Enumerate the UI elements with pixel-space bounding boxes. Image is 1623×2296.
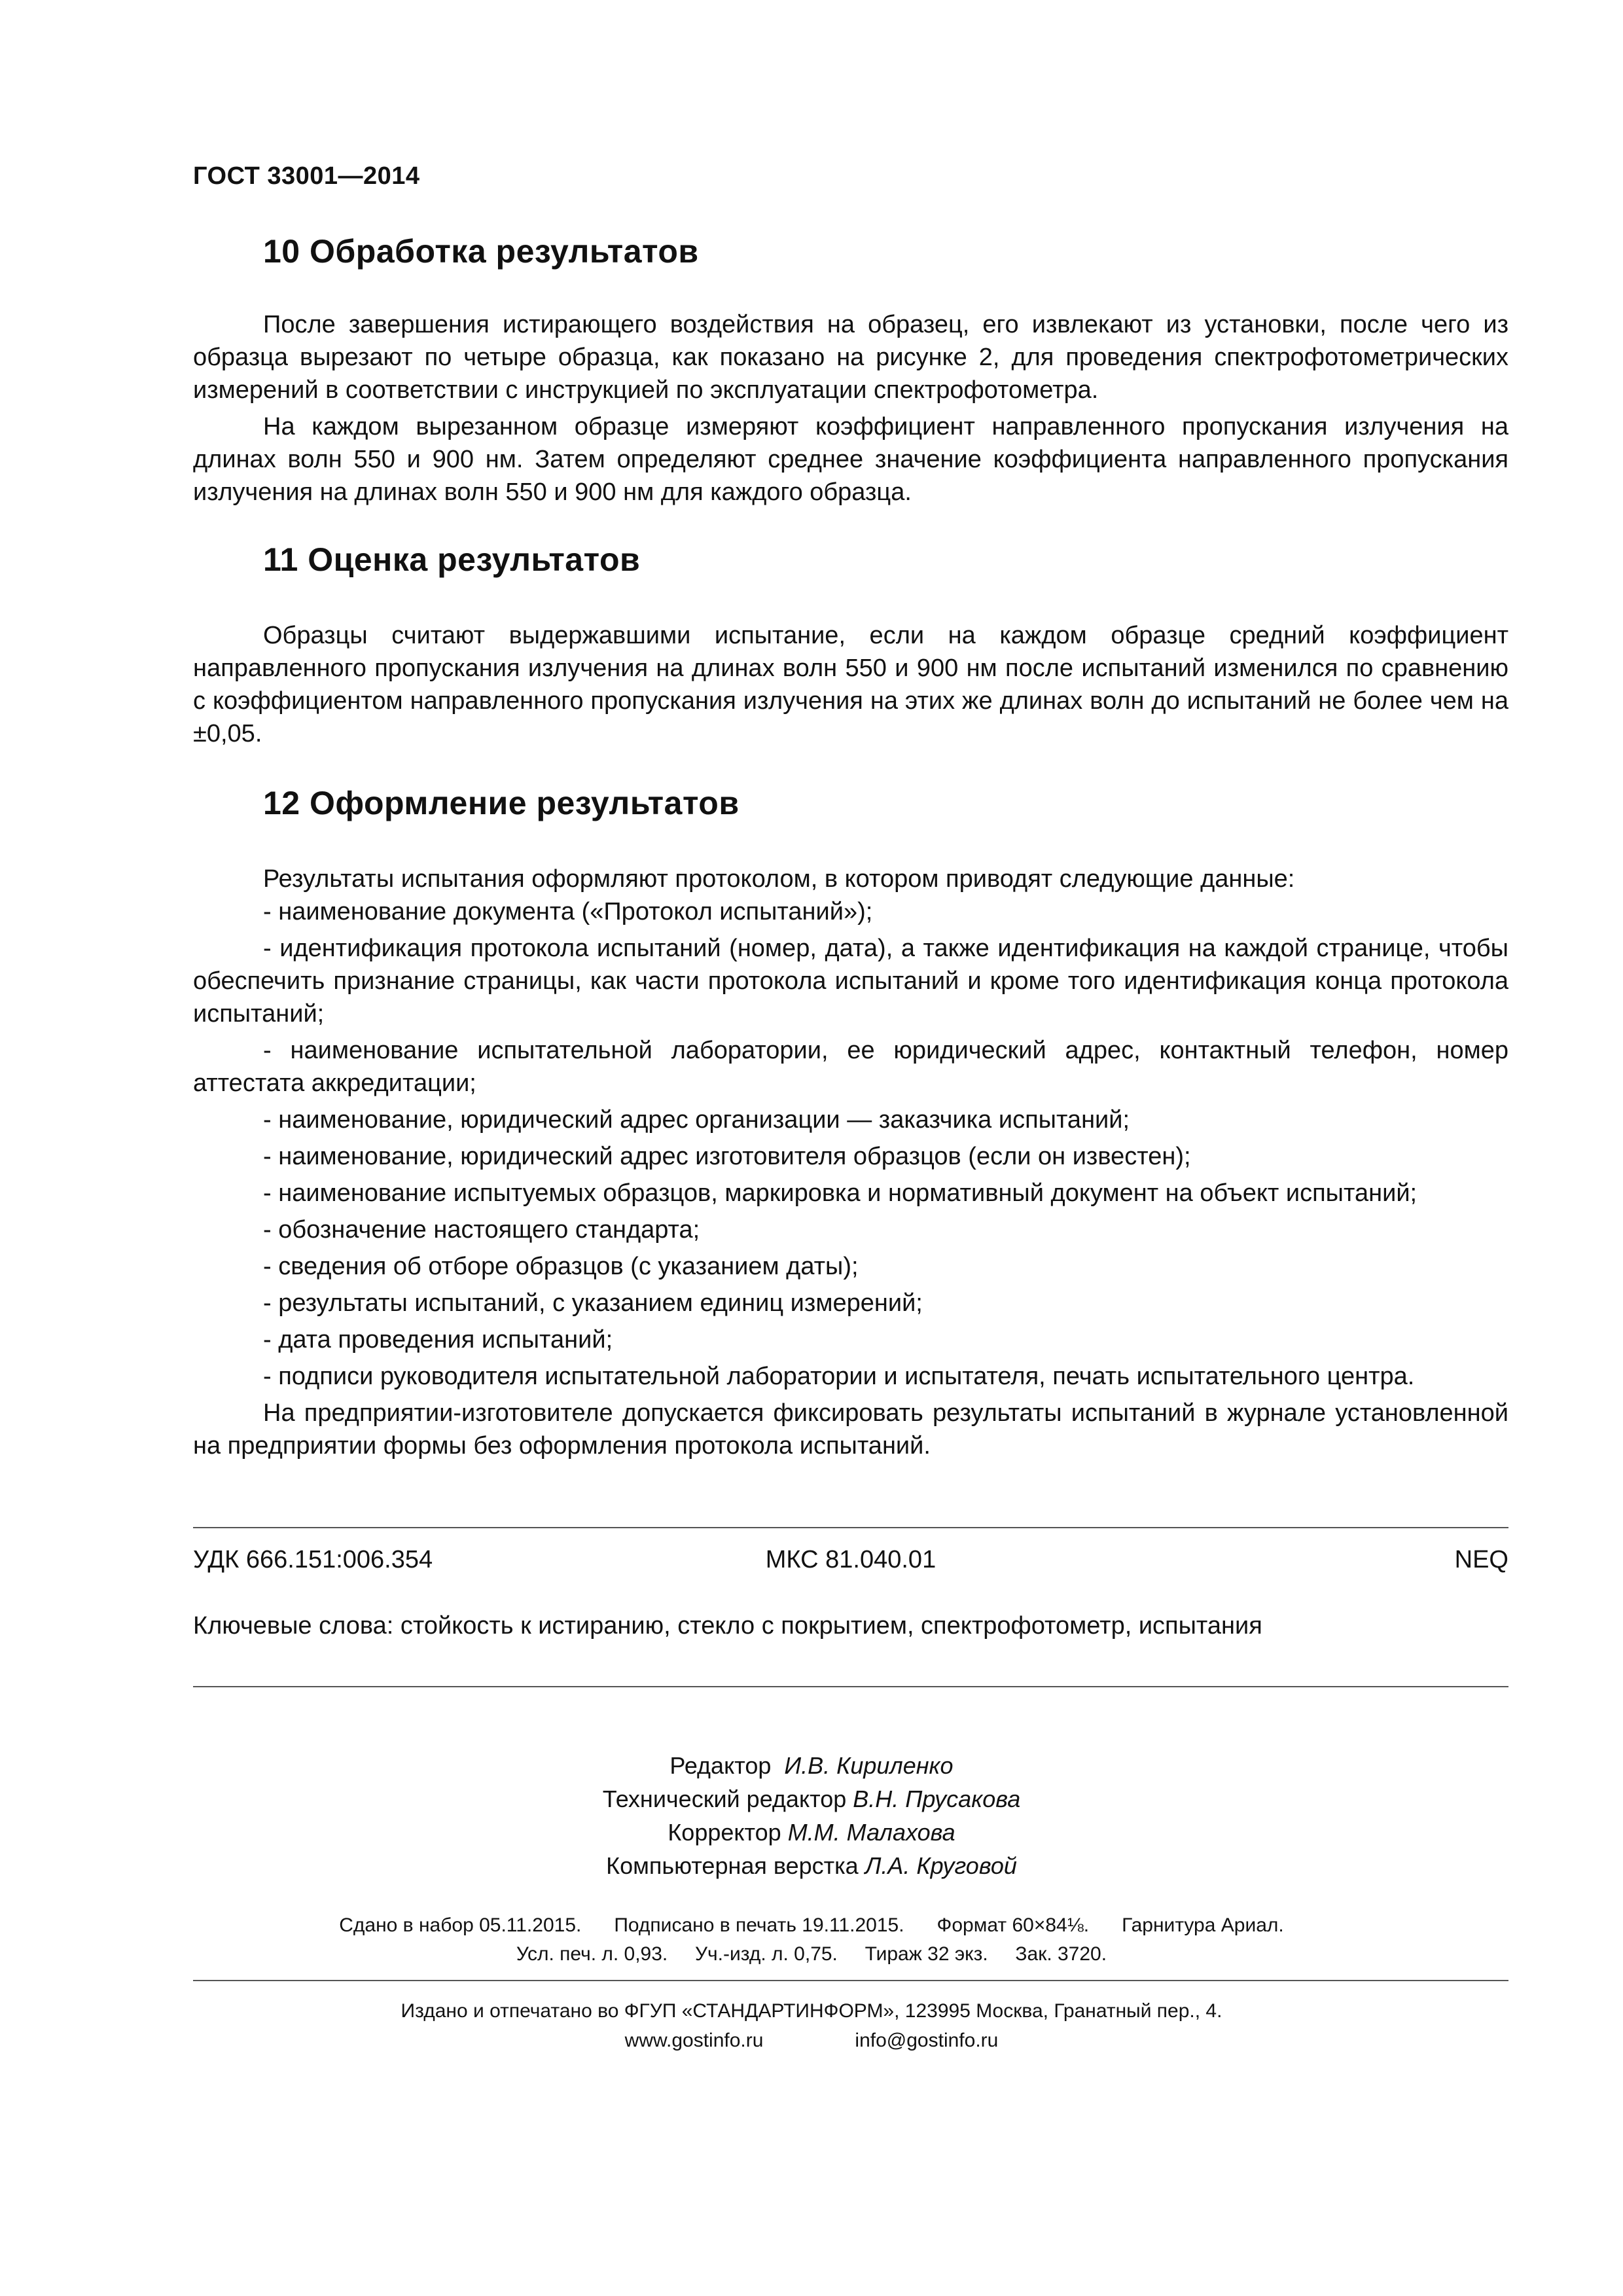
divider-top — [193, 1527, 1508, 1528]
print-info — [0, 1911, 1623, 1969]
neq-mark: NEQ — [1454, 1546, 1508, 1573]
pub-sheets: Уч.-изд. л. 0,75. — [694, 1943, 838, 1965]
publisher-website[interactable]: www.gostinfo.ru — [624, 2030, 764, 2051]
section-12-intro: Результаты испытания оформляют протоколом, в котором приводят следующие данные: — [263, 865, 1295, 893]
list-item: - обозначение настоящего стандарта; — [263, 1216, 700, 1244]
submitted-date: Сдано в набор 05.11.2015. — [339, 1914, 582, 1936]
list-item: - наименование, юридический адрес изготовителя образцов (если он известен); — [263, 1143, 1191, 1170]
udk-code: УДК 666.151:006.354 — [193, 1546, 433, 1573]
publisher-info — [0, 1996, 1623, 2055]
print-sheets: Усл. печ. л. 0,93. — [516, 1943, 668, 1965]
credit-tech-editor: Технический редактор В.Н. Прусакова — [602, 1785, 1021, 1812]
keywords: Ключевые слова: стойкость к истиранию, стекло с покрытием, спектрофотометр, испытания — [193, 1612, 1262, 1640]
paper-format: Формат 60×84⅛. — [936, 1914, 1090, 1936]
section-11-paragraph-1: Образцы считают выдержавшими испытание, если на каждом образце средний коэффициент направленного пропускания излучения на длинах волн 550 и 900 нм после испытаний изменился по сравнению с коэффициентом направленного пропускания излучения на этих же длинах волн до испытаний не более чем на ±0,05. — [193, 622, 1508, 747]
credit-layout: Компьютерная верстка Л.А. Круговой — [606, 1852, 1017, 1879]
credit-editor: Редактор И.В. Кириленко — [669, 1752, 954, 1779]
section-10 — [193, 232, 1508, 509]
publisher-contacts — [0, 2026, 1623, 2055]
classification-row — [193, 1546, 1508, 1579]
publisher-email[interactable]: info@gostinfo.ru — [855, 2030, 999, 2051]
print-info-line-2 — [0, 1940, 1623, 1969]
credit-corrector: Корректор М.М. Малахова — [668, 1819, 955, 1846]
circulation: Тираж 32 экз. — [865, 1943, 988, 1965]
divider-print — [193, 1980, 1508, 1981]
list-item: - наименование испытуемых образцов, маркировка и нормативный документ на объект испытаний; — [263, 1179, 1418, 1207]
list-item: - сведения об отборе образцов (с указанием даты); — [263, 1253, 859, 1280]
signed-date: Подписано в печать 19.11.2015. — [614, 1914, 904, 1936]
list-item: - подписи руководителя испытательной лаборатории и испытателя, печать испытательного центра. — [263, 1363, 1415, 1390]
list-item: - наименование, юридический адрес организации — заказчика испытаний; — [263, 1106, 1130, 1134]
section-12-closing: На предприятии-изготовителе допускается фиксировать результаты испытаний в журнале установленной на предприятии формы без оформления протокола испытаний. — [193, 1399, 1508, 1460]
section-12-title: 12 Оформление результатов — [263, 785, 740, 821]
section-10-paragraph-1: После завершения истирающего воздействия на образец, его извлекают из установки, после чего из образца вырезают по четыре образца, как показано на рисунке 2, для проведения спектрофотометрических измерений в соответствии с инструкцией по эксплуатации спектрофотометра. — [193, 311, 1508, 404]
credits — [0, 1749, 1623, 1882]
divider-bottom — [193, 1686, 1508, 1687]
section-11-title: 11 Оценка результатов — [263, 541, 641, 578]
section-10-title: 10 Обработка результатов — [263, 233, 699, 270]
order-number: Зак. 3720. — [1015, 1943, 1107, 1965]
doc-code-header: ГОСТ 33001—2014 — [193, 162, 420, 190]
list-item: - результаты испытаний, с указанием единиц измерений; — [263, 1289, 923, 1317]
list-item: - дата проведения испытаний; — [263, 1326, 613, 1354]
section-10-paragraph-2: На каждом вырезанном образце измеряют коэффициент направленного пропускания излучения на длинах волн 550 и 900 нм. Затем определяют среднее значение коэффициента направленного пропускания излучения на длинах волн 550 и 900 нм для каждого образца. — [193, 413, 1508, 506]
print-info-line-1 — [0, 1911, 1623, 1940]
list-item: - идентификация протокола испытаний (номер, дата), а также идентификация на каждой странице, чтобы обеспечить признание страницы, как части протокола испытаний и кроме того идентификация конца протокола испытаний; — [193, 935, 1508, 1028]
section-12 — [193, 784, 1508, 1462]
publisher-line: Издано и отпечатано во ФГУП «СТАНДАРТИНФОРМ», 123995 Москва, Гранатный пер., 4. — [401, 2000, 1222, 2022]
list-item: - наименование документа («Протокол испытаний»); — [263, 898, 873, 925]
section-11 — [193, 541, 1508, 750]
mks-code: МКС 81.040.01 — [765, 1546, 936, 1573]
typeface: Гарнитура Ариал. — [1122, 1914, 1284, 1936]
list-item: - наименование испытательной лаборатории, ее юридический адрес, контактный телефон, номер аттестата аккредитации; — [193, 1037, 1508, 1097]
